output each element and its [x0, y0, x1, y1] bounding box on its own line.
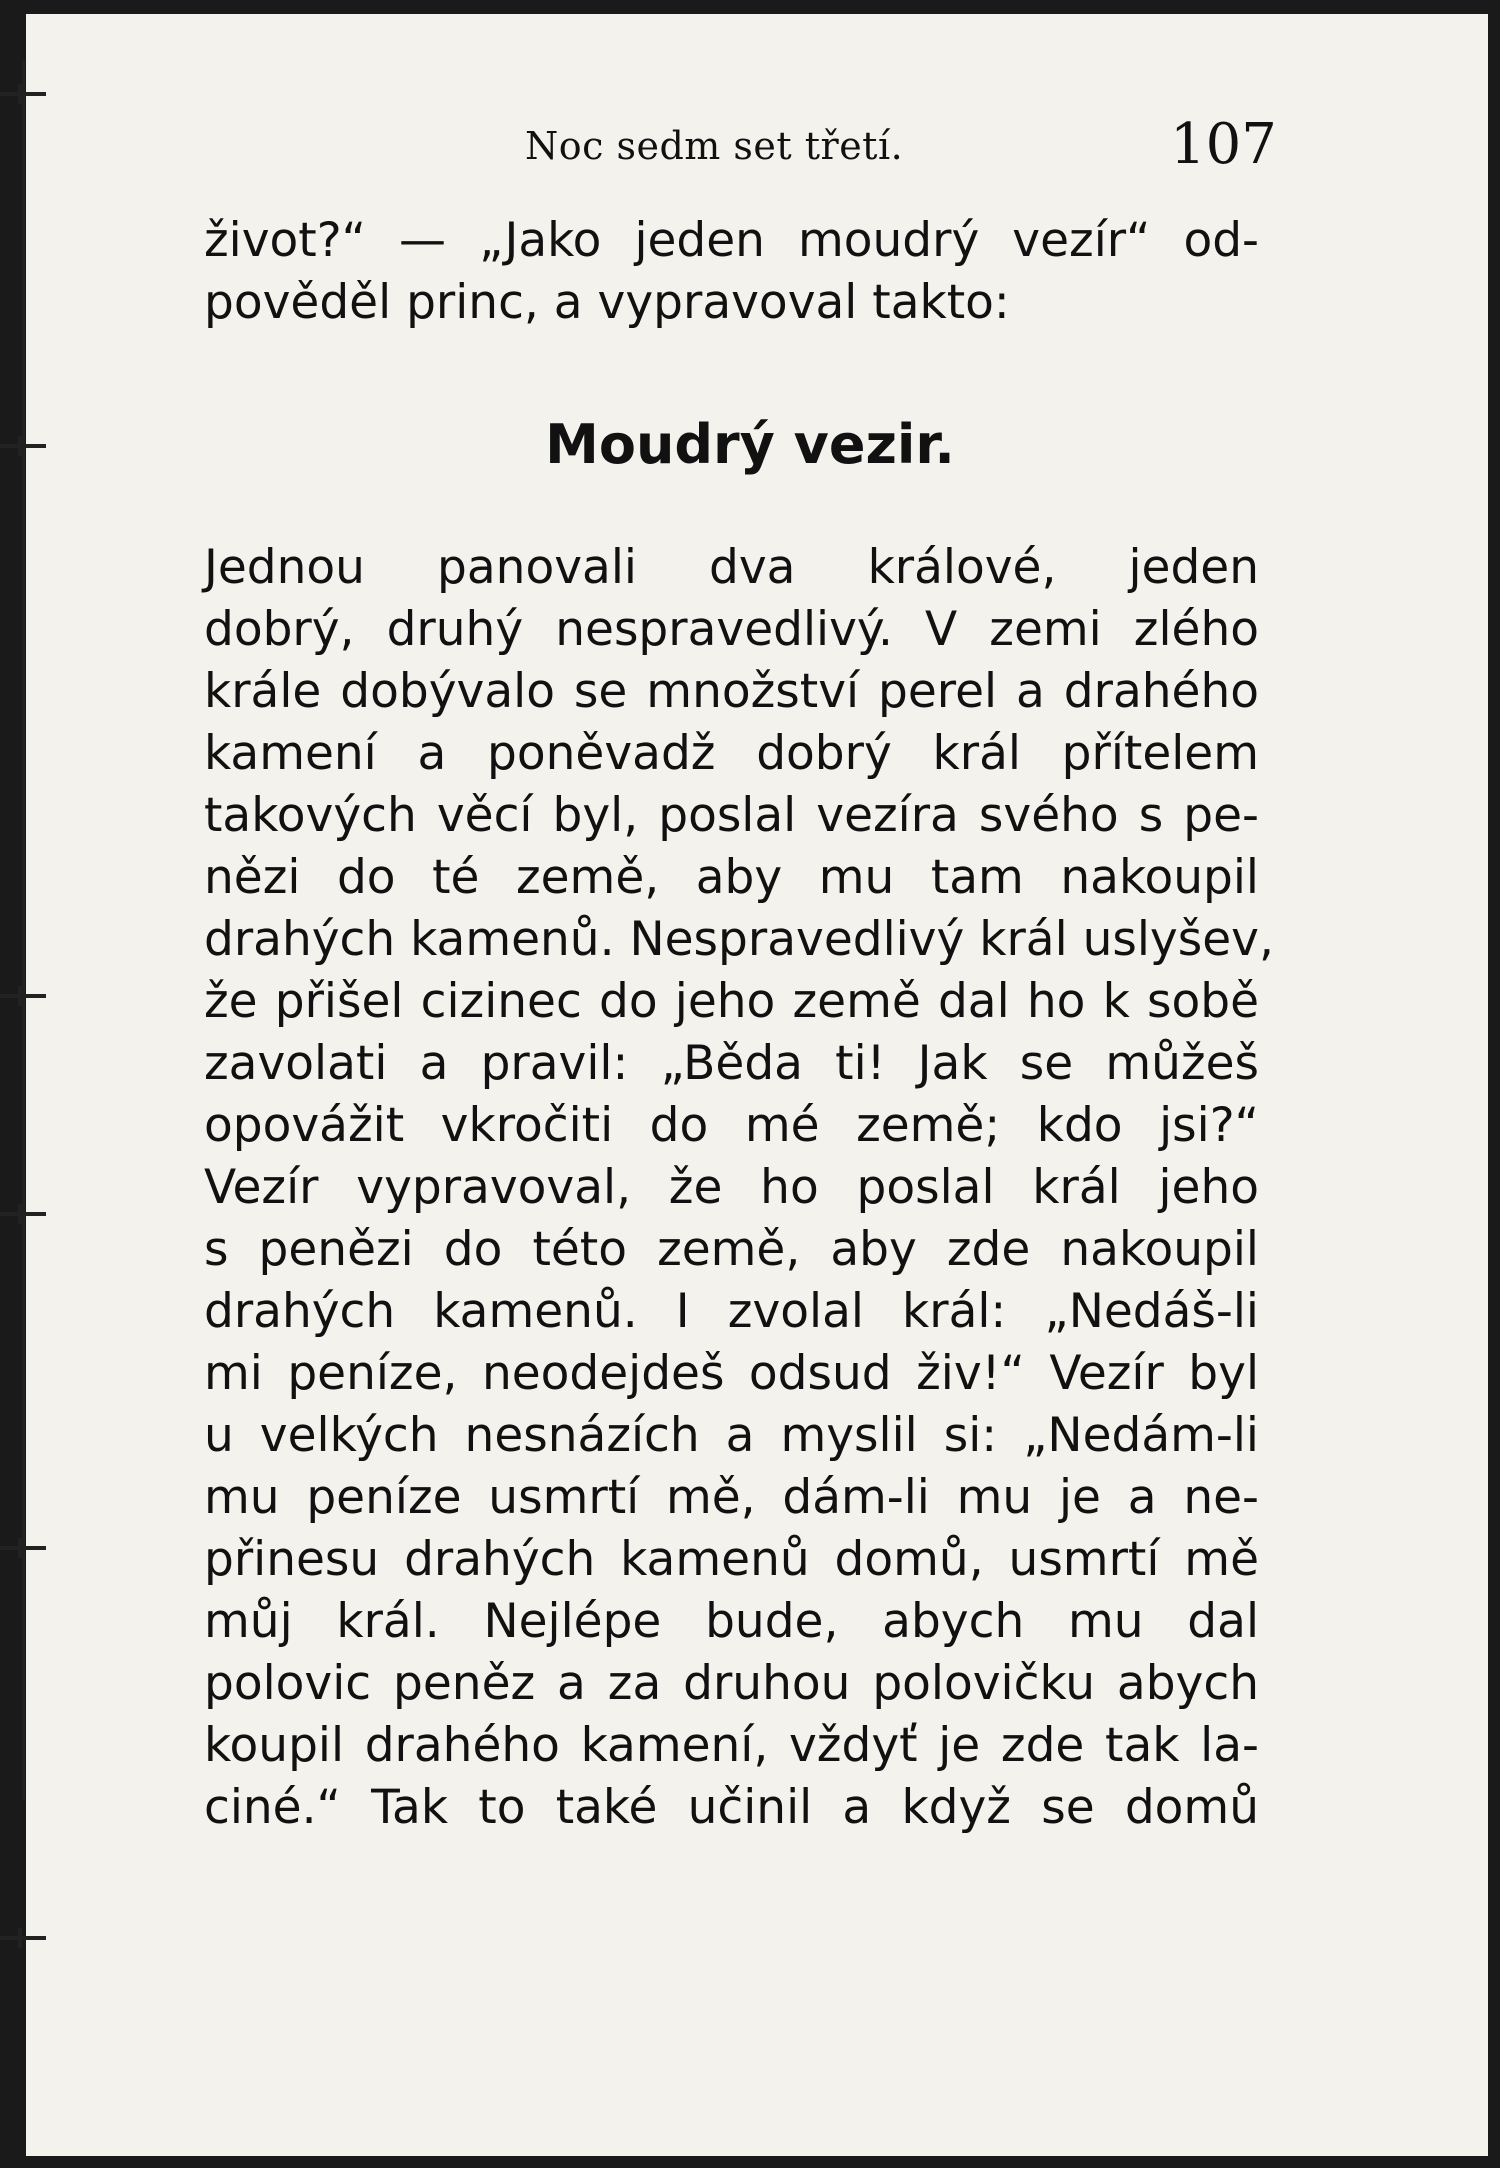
text-line: život?“ — „Jako jeden moudrý vezír“ od-: [204, 213, 1259, 268]
binding-mark: [0, 1212, 46, 1216]
text-line: zavolati a pravil: „Běda ti! Jak se můžeš: [204, 1036, 1259, 1091]
text-line: drahých kamenů. Nespravedlivý král uslyšev,: [204, 912, 1274, 967]
text-line: ciné.“ Tak to také učinil a když se domů: [204, 1780, 1259, 1835]
binding-mark: [0, 1936, 46, 1940]
text-line: dobrý, druhý nespravedlivý. V zemi zlého: [204, 602, 1259, 657]
story-title: Moudrý vezir.: [545, 413, 955, 476]
binding-mark: [0, 92, 46, 96]
text-line: Vezír vypravoval, že ho poslal král jeho: [204, 1160, 1259, 1215]
text-line: mu peníze usmrtí mě, dám-li mu je a ne-: [204, 1470, 1259, 1525]
page-number: 107: [1170, 112, 1277, 177]
binding-edge: [22, 60, 25, 1800]
text-line: Jednou panovali dva králové, jeden: [204, 540, 1259, 595]
text-line: u velkých nesnázích a myslil si: „Nedám-li: [204, 1408, 1259, 1463]
running-title: Noc sedm set třetí.: [525, 124, 904, 168]
binding-mark: [0, 994, 46, 998]
text-line: že přišel cizinec do jeho země dal ho k sobě: [204, 974, 1259, 1029]
text-line: polovic peněz a za druhou polovičku abych: [204, 1656, 1259, 1711]
text-line: koupil drahého kamení, vždyť je zde tak la-: [204, 1718, 1259, 1773]
page-header: [0, 112, 1500, 178]
text-line: nězi do té země, aby mu tam nakoupil: [204, 850, 1259, 905]
text-line: s penězi do této země, aby zde nakoupil: [204, 1222, 1259, 1277]
text-line: mi peníze, neodejdeš odsud živ!“ Vezír byl: [204, 1346, 1259, 1401]
text-line: takových věcí byl, poslal vezíra svého s pe-: [204, 788, 1259, 843]
text-line: přinesu drahých kamenů domů, usmrtí mě: [204, 1532, 1259, 1587]
binding-mark: [0, 1546, 46, 1550]
text-line: můj král. Nejlépe bude, abych mu dal: [204, 1594, 1259, 1649]
text-line: opovážit vkročiti do mé země; kdo jsi?“: [204, 1098, 1259, 1153]
text-line: krále dobývalo se množství perel a drahého: [204, 664, 1259, 719]
text-line: pověděl princ, a vypravoval takto:: [204, 275, 1010, 330]
text-line: kamení a poněvadž dobrý král přítelem: [204, 726, 1259, 781]
text-line: drahých kamenů. I zvolal král: „Nedáš-li: [204, 1284, 1259, 1339]
